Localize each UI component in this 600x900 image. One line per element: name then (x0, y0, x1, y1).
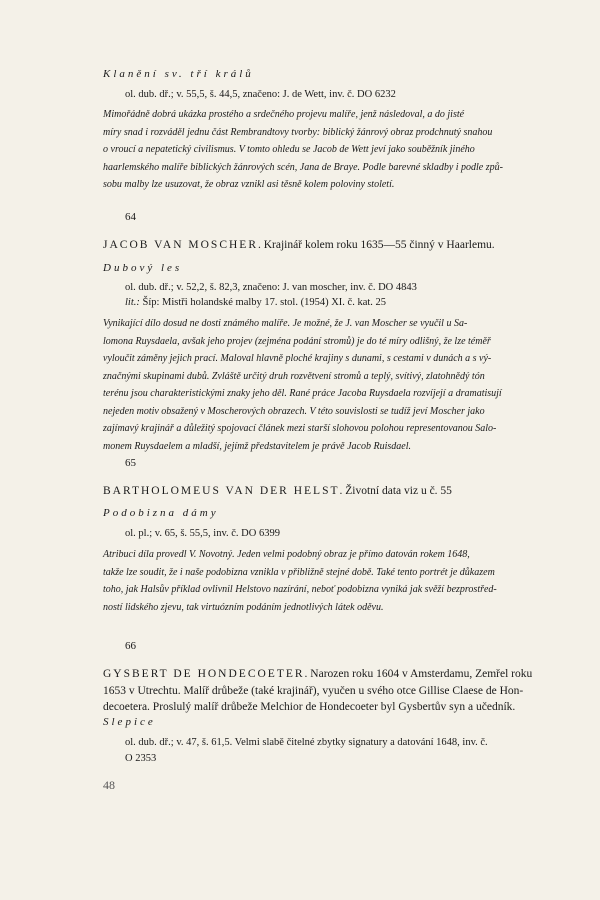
description-line: sobu malby lze usuzovat, že obraz vznikl asi těsně kolem poloviny století. (103, 179, 395, 190)
description-line: takže lze soudit, že i naše podobizna vznikla v přibližně stejné době. Také tento portrét je důkazem (103, 566, 495, 578)
description-line: lomona Ruysdaela, avšak jeho projev (zejména podání stromů) je do té míry odlišný, že lze téměř (103, 335, 491, 347)
artwork-meta: ol. dub. dř.; v. 55,5, š. 44,5, značeno: J. de Wett, inv. č. DO 6232 (125, 89, 396, 100)
artist-heading (103, 485, 452, 497)
artist-heading (103, 239, 495, 251)
artwork-meta: ol. pl.; v. 65, š. 55,5, inv. č. DO 6399 (125, 528, 280, 539)
artist-name: BARTHOLOMEUS VAN DER HELST (103, 485, 340, 497)
description-line: ností lidského zjevu, tak virtuózním podáním jednotlivých látek oděvu. (103, 601, 384, 613)
artwork-meta: ol. dub. dř.; v. 47, š. 61,5. Velmi slabě čitelné zbytky signatury a datování 1648, inv. č. (125, 737, 488, 748)
artwork-description (103, 546, 593, 616)
entry-number: 66 (125, 640, 136, 652)
page-number: 48 (103, 778, 115, 792)
description-line: míry snad i rozváděl jednu část Rembrandtovy tvorby: biblický žánrový obraz prodchnutý snahou (103, 126, 493, 138)
artwork-meta: O 2353 (125, 753, 157, 764)
artwork-meta: ol. dub. dř.; v. 52,2, š. 82,3, značeno: J. van moscher, inv. č. DO 4843 (125, 282, 417, 293)
artwork-title: Klanění sv. tří králů (103, 68, 254, 80)
literature-label: lit.: (125, 297, 140, 308)
description-line: Vynikající dílo dosud ne dosti známého malíře. Je možné, že J. van Moscher se vyučil u Sa- (103, 318, 468, 329)
description-line: Atribuci díla provedl V. Novotný. Jeden velmi podobný obraz je přímo datován rokem 1648, (103, 549, 470, 560)
artist-bio: . Životní data viz u č. 55 (339, 485, 452, 497)
description-line: Mimořádně dobrá ukázka prostého a srdečného projevu malíře, jenž následoval, a do jisté (103, 109, 465, 120)
artist-name: GYSBERT DE HONDECOETER (103, 668, 305, 680)
artist-bio-line: 1653 v Utrechtu. Malíř drůbeže (také krajinář), vyučen u svého otce Gillise Claese de Hon- (103, 685, 524, 697)
artwork-title: Dubový les (103, 262, 183, 274)
description-line: nejeden motiv obsažený v Moscherových obrazech. V této souvislosti se tudíž jeví Moscher jako (103, 405, 485, 417)
artwork-description (103, 106, 593, 194)
description-line: terénu jsou charakteristickými znaky jeho děl. Rané práce Jacoba Ruysdaela rozvíjejí a dramatisují (103, 388, 502, 399)
artist-bio: . Narozen roku 1604 v Amsterdamu, Zemřel roku (304, 668, 533, 680)
description-line: značnými skupinami dubů. Zvláště určitý druh rozvětvení stromů a teplý, svítivý, zlatohnědý tón (103, 370, 485, 382)
description-line: o vroucí a nepatetický civilismus. V tomto ohledu se Jacob de Wett jeví jako souběžník jiného (103, 144, 475, 155)
entry-number: 64 (125, 211, 136, 223)
entry-number: 65 (125, 457, 136, 469)
description-line: vyloučit záměny jejich prací. Maloval hlavně ploché krajiny s dunami, s cestami v dunách a s vý- (103, 353, 492, 364)
description-line: zajímavý krajinář a důležitý spojovací článek mezi starší slohovou polohou representovanou Salo- (103, 423, 497, 434)
literature-text: Šíp: Mistři holandské malby 17. stol. (1954) XI. č. kat. 25 (139, 297, 387, 308)
artist-bio-line: decoetera. Proslulý malíř drůbeže Melchior de Hondecoeter byl Gysbertův syn a učedník. (103, 701, 516, 713)
artwork-title: Slepice (103, 716, 156, 728)
artwork-title: Podobizna dámy (103, 507, 219, 519)
artwork-description (103, 315, 593, 455)
description-line: monem Ruysdaelem a mladší, jejímž představitelem je právě Jacob Ruisdael. (103, 440, 411, 452)
artist-bio: . Krajinář kolem roku 1635—55 činný v Haarlemu. (258, 239, 495, 251)
artwork-literature (125, 297, 386, 308)
artist-name: JACOB VAN MOSCHER (103, 239, 258, 251)
description-line: haarlemského malíře biblických žánrových scén, Jana de Braye. Podle barevné skladby i podle způ- (103, 161, 503, 173)
description-line: toho, jak Halsův příklad ovlivnil Helstovo nazírání, neboť podobizna vyniká jak svěží bezprostřed- (103, 584, 497, 595)
artist-heading (103, 668, 532, 680)
